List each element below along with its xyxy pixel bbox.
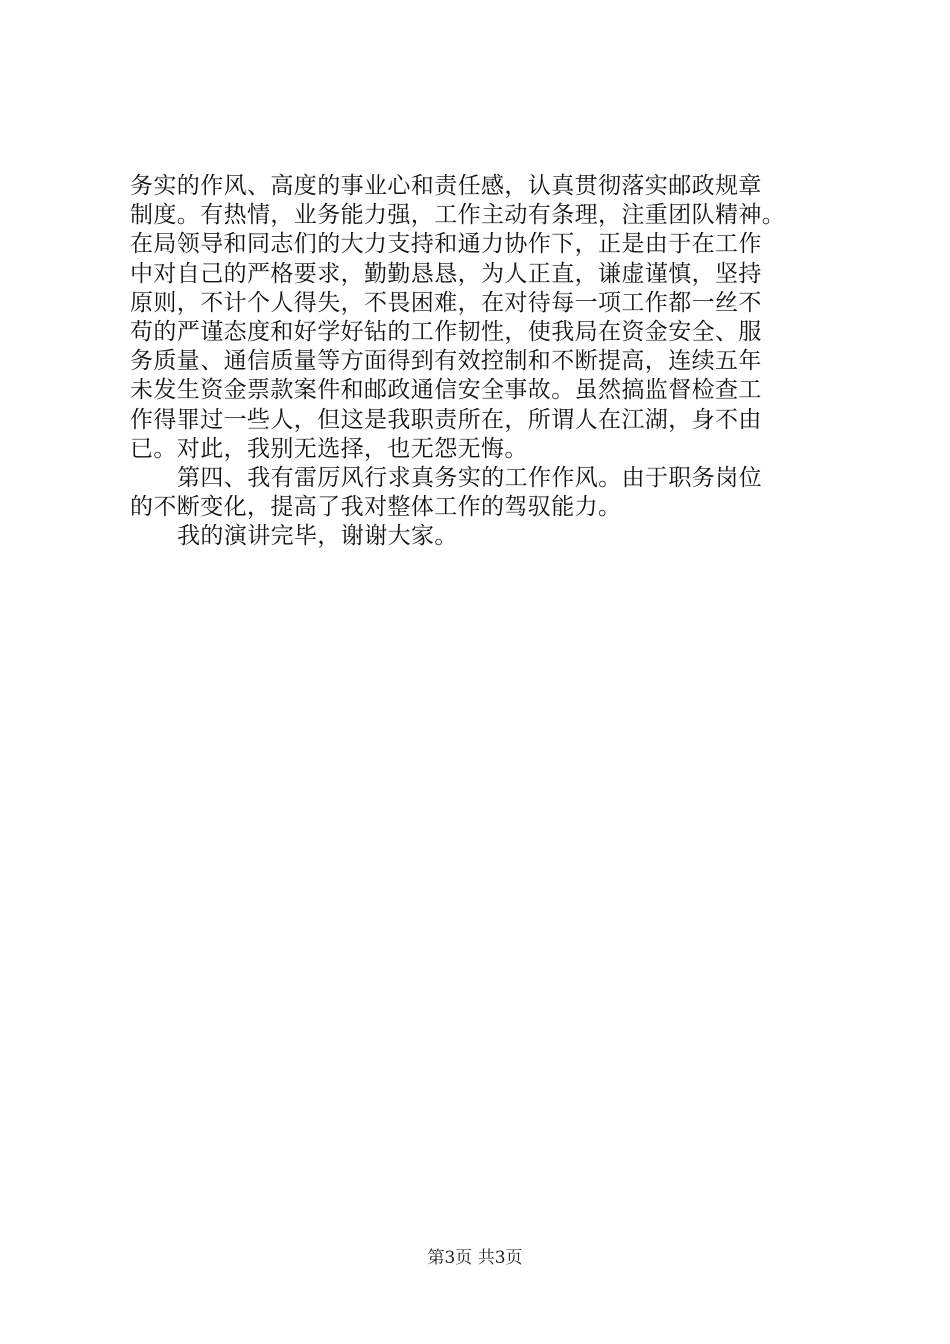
text-line: 务质量、通信质量等方面得到有效控制和不断提高，连续五年 [130,348,762,375]
paragraph-start-line: 第四、我有雷厉风行求真务实的工作作风。由于职务岗位 [177,464,762,491]
text-line: 已。对此，我别无选择，也无怨无悔。 [130,435,528,462]
text-line: 在局领导和同志们的大力支持和通力协作下，正是由于在工作 [130,231,762,258]
closing-line: 我的演讲完毕，谢谢大家。 [177,523,458,550]
text-line: 苟的严谨态度和好学好钻的工作韧性，使我局在资金安全、服 [130,318,762,345]
page-footer: 第3页 共3页 [427,1248,523,1268]
text-line: 的不断变化，提高了我对整体工作的驾驭能力。 [130,494,622,521]
text-line: 中对自己的严格要求，勤勤恳恳，为人正直，谦虚谨慎，坚持 [130,260,762,287]
text-line: 原则，不计个人得失，不畏困难，在对待每一项工作都一丝不 [130,289,762,316]
text-line: 制度。有热情，业务能力强，工作主动有条理，注重团队精神。 [130,202,786,229]
text-line: 作得罪过一些人，但这是我职责所在，所谓人在江湖，身不由 [130,406,762,433]
body-text [130,172,850,551]
text-line: 务实的作风、高度的事业心和责任感，认真贯彻落实邮政规章 [130,173,762,199]
text-line: 未发生资金票款案件和邮政通信安全事故。虽然搞监督检查工 [130,377,762,404]
